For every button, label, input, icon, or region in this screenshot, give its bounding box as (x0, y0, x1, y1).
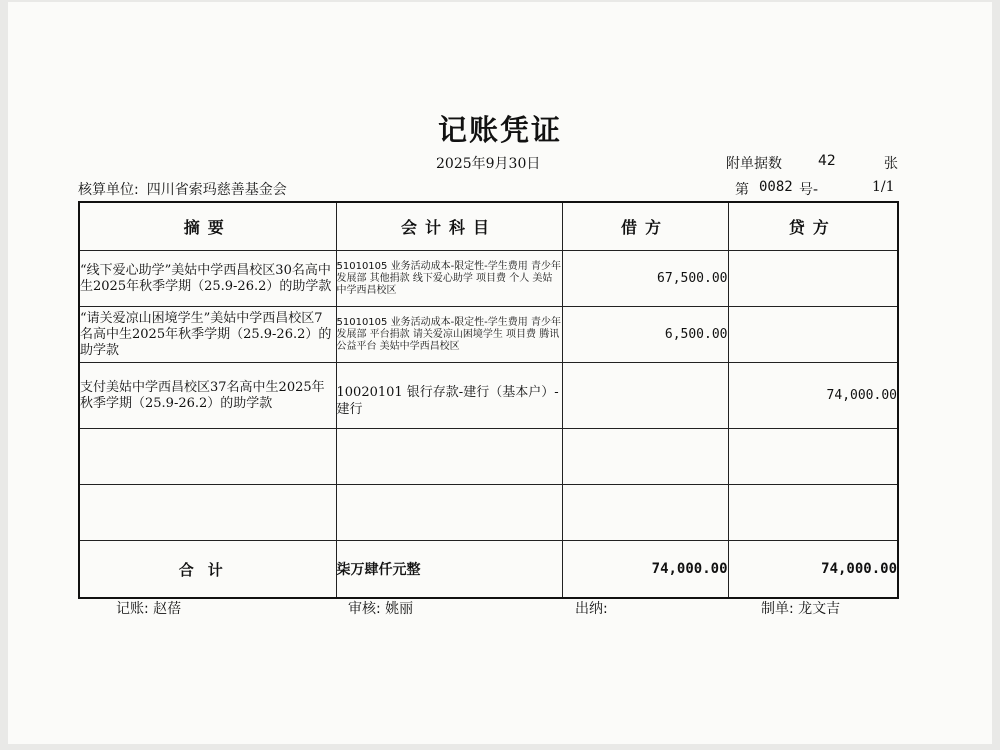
header-account: 会计科目 (336, 202, 562, 251)
row-debit (562, 485, 728, 541)
row-credit (728, 307, 898, 363)
voucher-sheet (8, 2, 992, 744)
table-row (79, 429, 898, 485)
preparer-signature: 制单: 龙文吉 (761, 601, 841, 617)
voucher-title: 记账凭证 (437, 113, 562, 147)
attachments-unit: 张 (884, 156, 898, 172)
voucher-number-prefix: 第 (735, 182, 749, 198)
row-debit (562, 429, 728, 485)
row-account: 10020101 银行存款-建行（基本户）-建行 (336, 363, 562, 429)
row-credit (728, 251, 898, 307)
ledger-table (78, 201, 899, 599)
header-credit: 贷方 (728, 202, 898, 251)
bookkeeper-signature: 记账: 赵蓓 (116, 601, 182, 617)
total-label: 合计 (79, 541, 336, 599)
header-row (79, 202, 898, 251)
header-summary: 摘要 (79, 202, 336, 251)
total-row (79, 541, 898, 599)
voucher-number-value: 0082 (759, 179, 793, 195)
row-credit: 74,000.00 (728, 363, 898, 429)
unit-name: 四川省索玛慈善基金会 (146, 182, 287, 198)
header-debit: 借方 (562, 202, 728, 251)
voucher-number-suffix: 号- (799, 182, 819, 198)
table-row (79, 307, 898, 363)
table-row (79, 251, 898, 307)
row-account: 51010105 业务活动成本-限定性-学生费用 青少年发展部 其他捐款 线下爱心助学 项目费 个人 美姑中学西昌校区 (336, 251, 562, 307)
row-account (336, 429, 562, 485)
row-account (336, 485, 562, 541)
attachments-info (726, 153, 898, 173)
unit-label: 核算单位: (78, 182, 139, 198)
row-credit (728, 429, 898, 485)
attachments-label: 附单据数 (726, 156, 782, 172)
accounting-unit (78, 179, 287, 199)
row-account: 51010105 业务活动成本-限定性-学生费用 青少年发展部 平台捐款 请关爱凉山困境学生 项目费 腾讯公益平台 美姑中学西昌校区 (336, 307, 562, 363)
row-summary: “请关爱凉山困境学生”美姑中学西昌校区7名高中生2025年秋季学期（25.9-26.2）的助学款 (79, 307, 336, 363)
reviewer-signature: 审核: 姚丽 (348, 601, 414, 617)
voucher-page: 1/1 (872, 179, 895, 195)
row-debit: 67,500.00 (562, 251, 728, 307)
row-debit (562, 363, 728, 429)
row-debit: 6,500.00 (562, 307, 728, 363)
row-summary (79, 429, 336, 485)
total-amount-words: 柒万肆仟元整 (336, 541, 562, 599)
row-summary: “线下爱心助学”美姑中学西昌校区30名高中生2025年秋季学期（25.9-26.2）的助学款 (79, 251, 336, 307)
total-credit: 74,000.00 (728, 541, 898, 599)
total-debit: 74,000.00 (562, 541, 728, 599)
table-row (79, 485, 898, 541)
voucher-date: 2025年9月30日 (436, 156, 541, 172)
row-summary (79, 485, 336, 541)
row-credit (728, 485, 898, 541)
row-summary: 支付美姑中学西昌校区37名高中生2025年秋季学期（25.9-26.2）的助学款 (79, 363, 336, 429)
attachments-count: 42 (818, 153, 836, 169)
table-row (79, 363, 898, 429)
cashier-signature: 出纳: (575, 601, 608, 617)
